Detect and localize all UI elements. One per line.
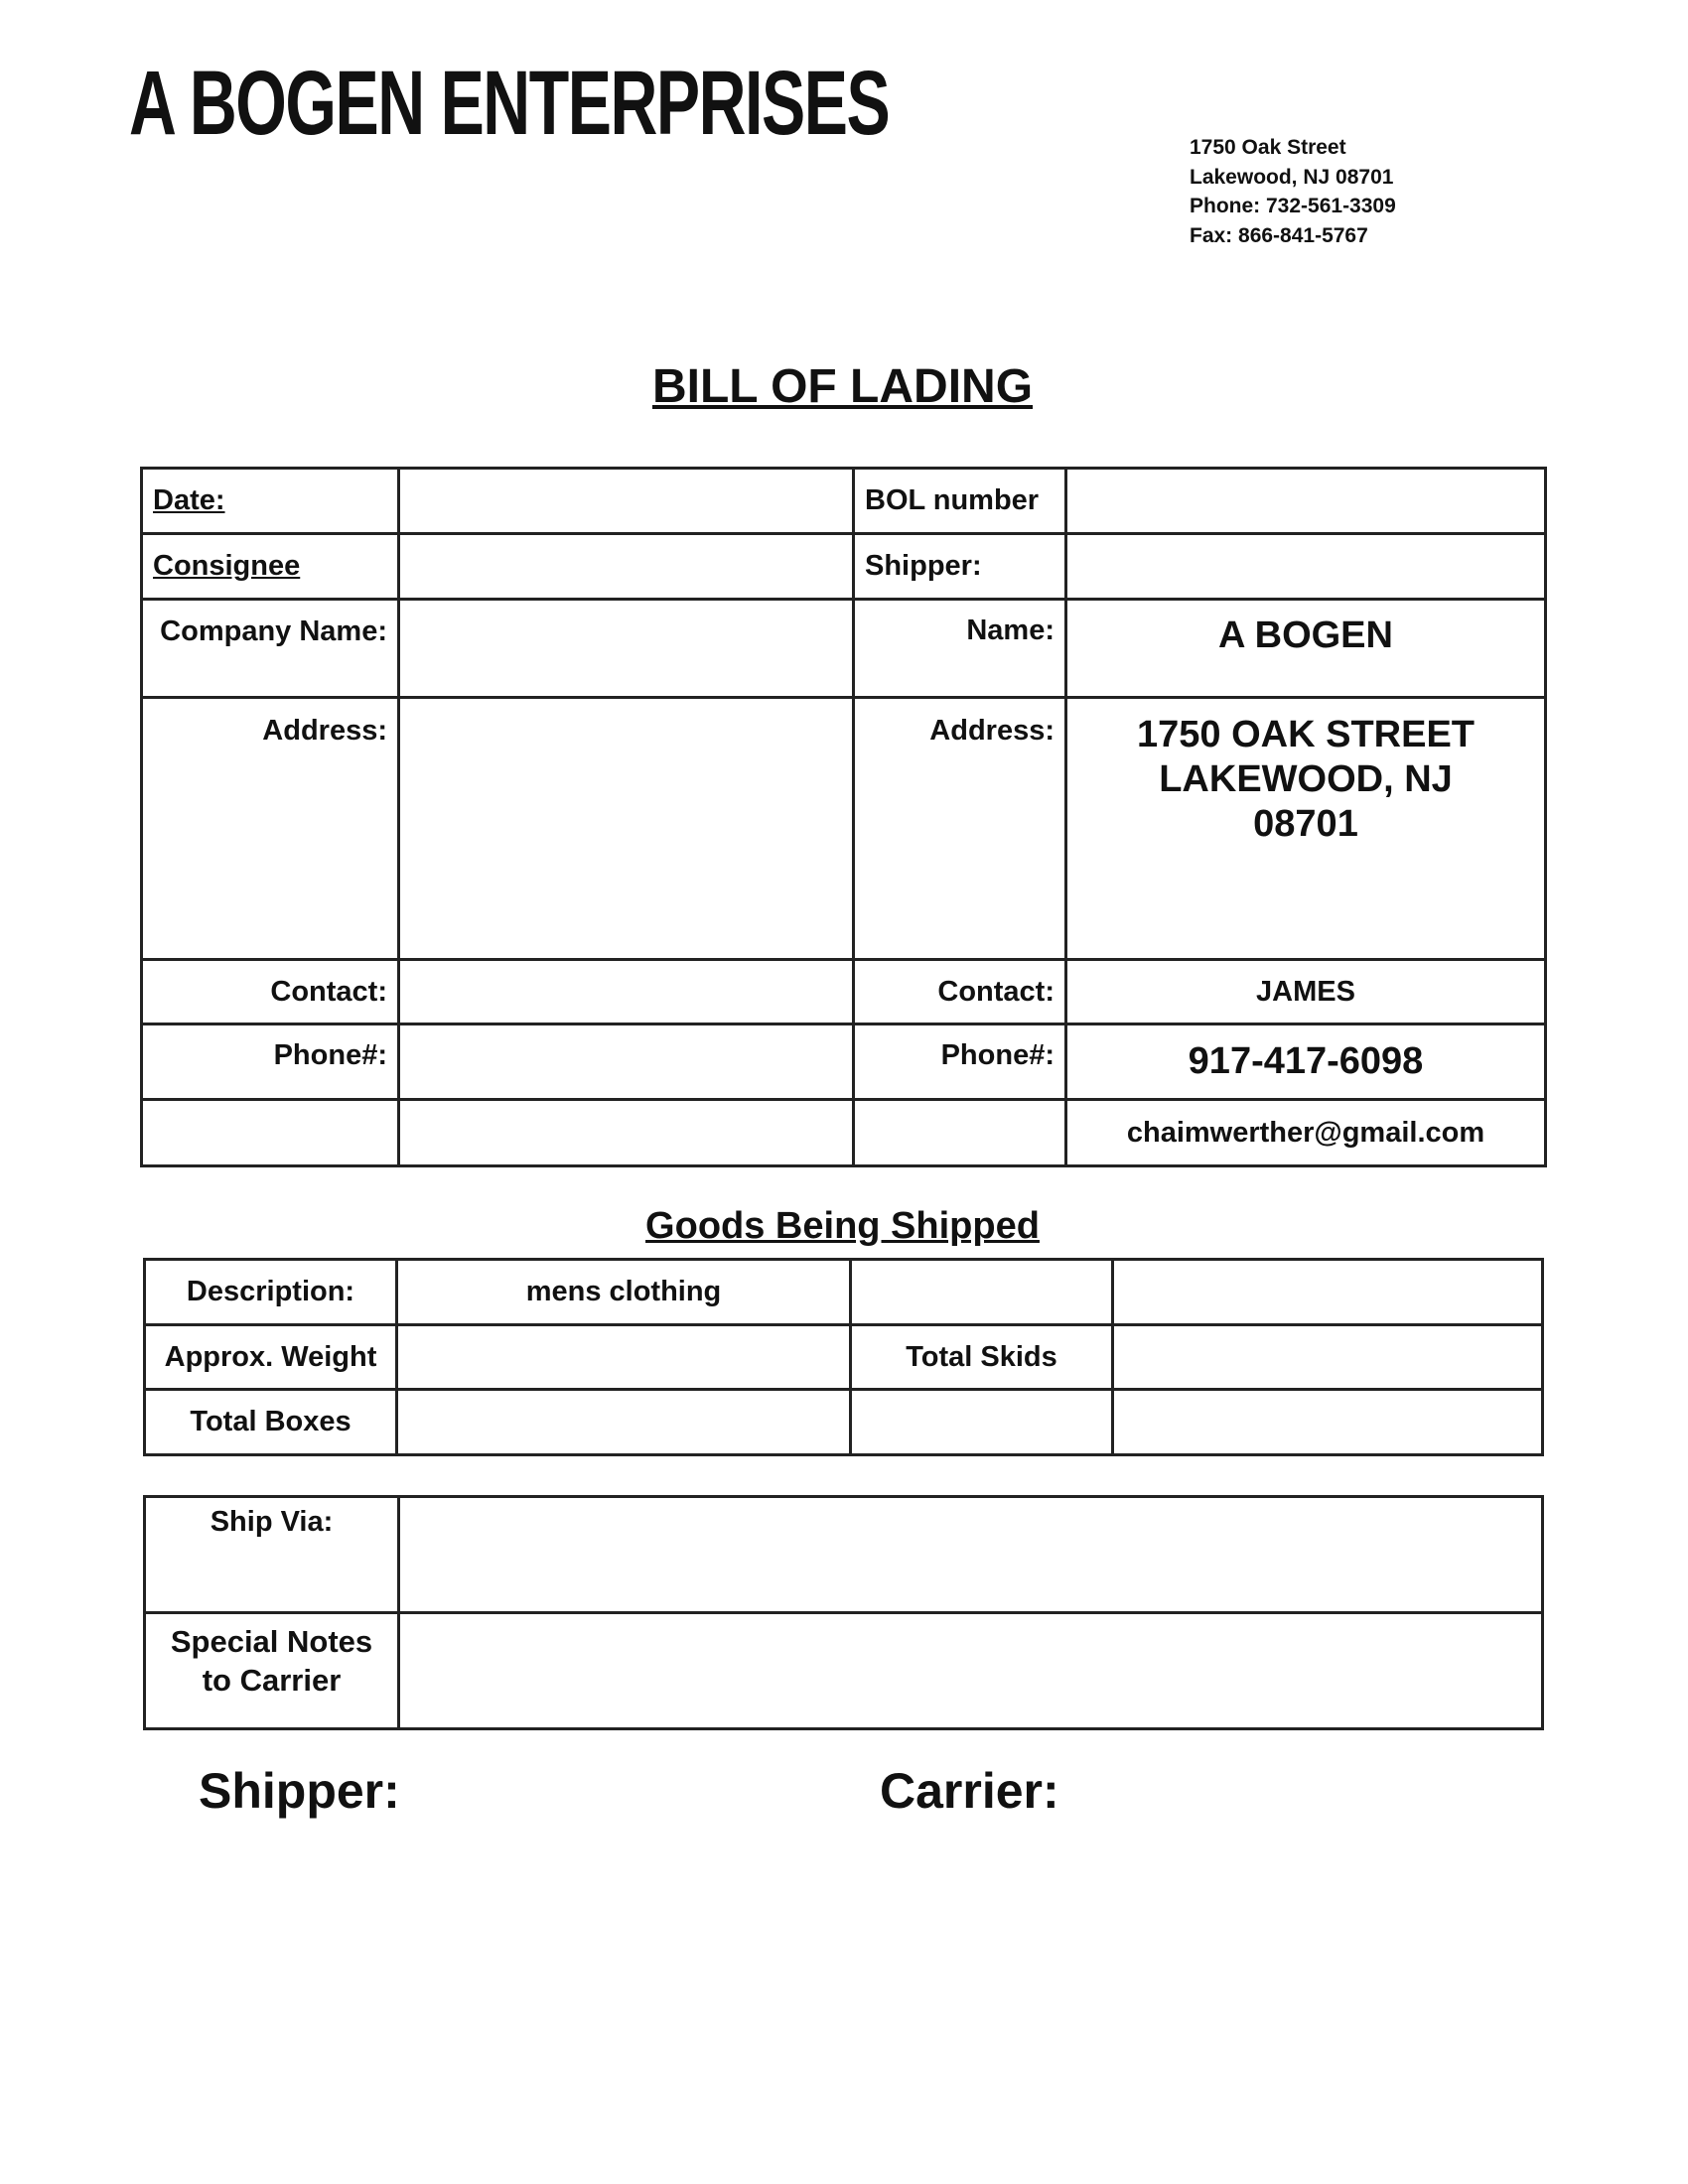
shipper-name-value[interactable]: A BOGEN [1066, 600, 1546, 698]
ship-via-field[interactable] [399, 1497, 1543, 1613]
shipper-contact-label: Contact: [854, 960, 1066, 1024]
shipper-address-value[interactable] [1066, 698, 1546, 960]
carrier-signature-label: Carrier: [880, 1763, 1059, 1819]
total-skids-label: Total Skids [851, 1325, 1113, 1390]
ship-via-label: Ship Via: [145, 1497, 399, 1613]
consignee-phone-field[interactable] [399, 1024, 854, 1100]
shipper-signature-label: Shipper: [199, 1763, 400, 1819]
special-notes-field[interactable] [399, 1613, 1543, 1729]
special-notes-label: Special Notes to Carrier [145, 1613, 399, 1729]
company-city: Lakewood, NJ 08701 [1190, 165, 1394, 189]
shipping-table [143, 1495, 1544, 1730]
shipper-phone-value[interactable]: 917-417-6098 [1066, 1024, 1546, 1100]
shipper-contact-value[interactable]: JAMES [1066, 960, 1546, 1024]
consignee-field[interactable] [399, 534, 854, 600]
shipper-address-label: Address: [854, 698, 1066, 960]
approx-weight-label: Approx. Weight [145, 1325, 397, 1390]
goods-table [143, 1258, 1544, 1456]
consignee-contact-field[interactable] [399, 960, 854, 1024]
bol-number-field[interactable] [1066, 469, 1546, 534]
consignee-address-field[interactable] [399, 698, 854, 960]
shipper-label: Shipper: [854, 534, 1066, 600]
empty-cell[interactable] [851, 1260, 1113, 1325]
table-row [142, 534, 1546, 600]
empty-cell[interactable] [1113, 1390, 1543, 1455]
page-title: BILL OF LADING [651, 360, 1034, 413]
table-row [145, 1260, 1543, 1325]
total-boxes-field[interactable] [397, 1390, 851, 1455]
consignee-contact-label: Contact: [142, 960, 399, 1024]
consignee-address-label: Address: [142, 698, 399, 960]
approx-weight-field[interactable] [397, 1325, 851, 1390]
shipper-phone-label: Phone#: [854, 1024, 1066, 1100]
company-logo-text: A BOGEN ENTERPRISES [129, 53, 890, 154]
table-row [145, 1325, 1543, 1390]
empty-cell[interactable] [1113, 1260, 1543, 1325]
company-address-block [1190, 133, 1396, 250]
table-row [145, 1613, 1543, 1729]
table-row [142, 1024, 1546, 1100]
table-row [145, 1390, 1543, 1455]
shipper-email-value[interactable]: chaimwerther@gmail.com [1066, 1100, 1546, 1166]
shipper-address-line: LAKEWOOD, NJ [1159, 758, 1453, 800]
date-label: Date: [142, 469, 399, 534]
date-field[interactable] [399, 469, 854, 534]
table-row [142, 469, 1546, 534]
total-boxes-label: Total Boxes [145, 1390, 397, 1455]
shipper-address-line: 1750 OAK STREET [1137, 714, 1475, 755]
goods-heading: Goods Being Shipped [645, 1205, 1040, 1247]
parties-table [140, 467, 1547, 1167]
description-value[interactable]: mens clothing [397, 1260, 851, 1325]
description-label: Description: [145, 1260, 397, 1325]
total-skids-field[interactable] [1113, 1325, 1543, 1390]
shipper-address-line: 08701 [1253, 803, 1358, 845]
table-row [142, 600, 1546, 698]
empty-cell[interactable] [854, 1100, 1066, 1166]
table-row [142, 1100, 1546, 1166]
consignee-label: Consignee [142, 534, 399, 600]
empty-cell[interactable] [142, 1100, 399, 1166]
bol-number-label: BOL number [854, 469, 1066, 534]
empty-cell[interactable] [399, 1100, 854, 1166]
shipper-name-label: Name: [854, 600, 1066, 698]
consignee-phone-label: Phone#: [142, 1024, 399, 1100]
company-phone: Phone: 732-561-3309 [1190, 195, 1396, 217]
table-row [142, 960, 1546, 1024]
empty-cell[interactable] [851, 1390, 1113, 1455]
company-fax: Fax: 866-841-5767 [1190, 223, 1368, 247]
company-street: 1750 Oak Street [1190, 136, 1346, 159]
table-row [142, 698, 1546, 960]
shipper-field[interactable] [1066, 534, 1546, 600]
company-name-label: Company Name: [142, 600, 399, 698]
consignee-company-name-field[interactable] [399, 600, 854, 698]
table-row [145, 1497, 1543, 1613]
